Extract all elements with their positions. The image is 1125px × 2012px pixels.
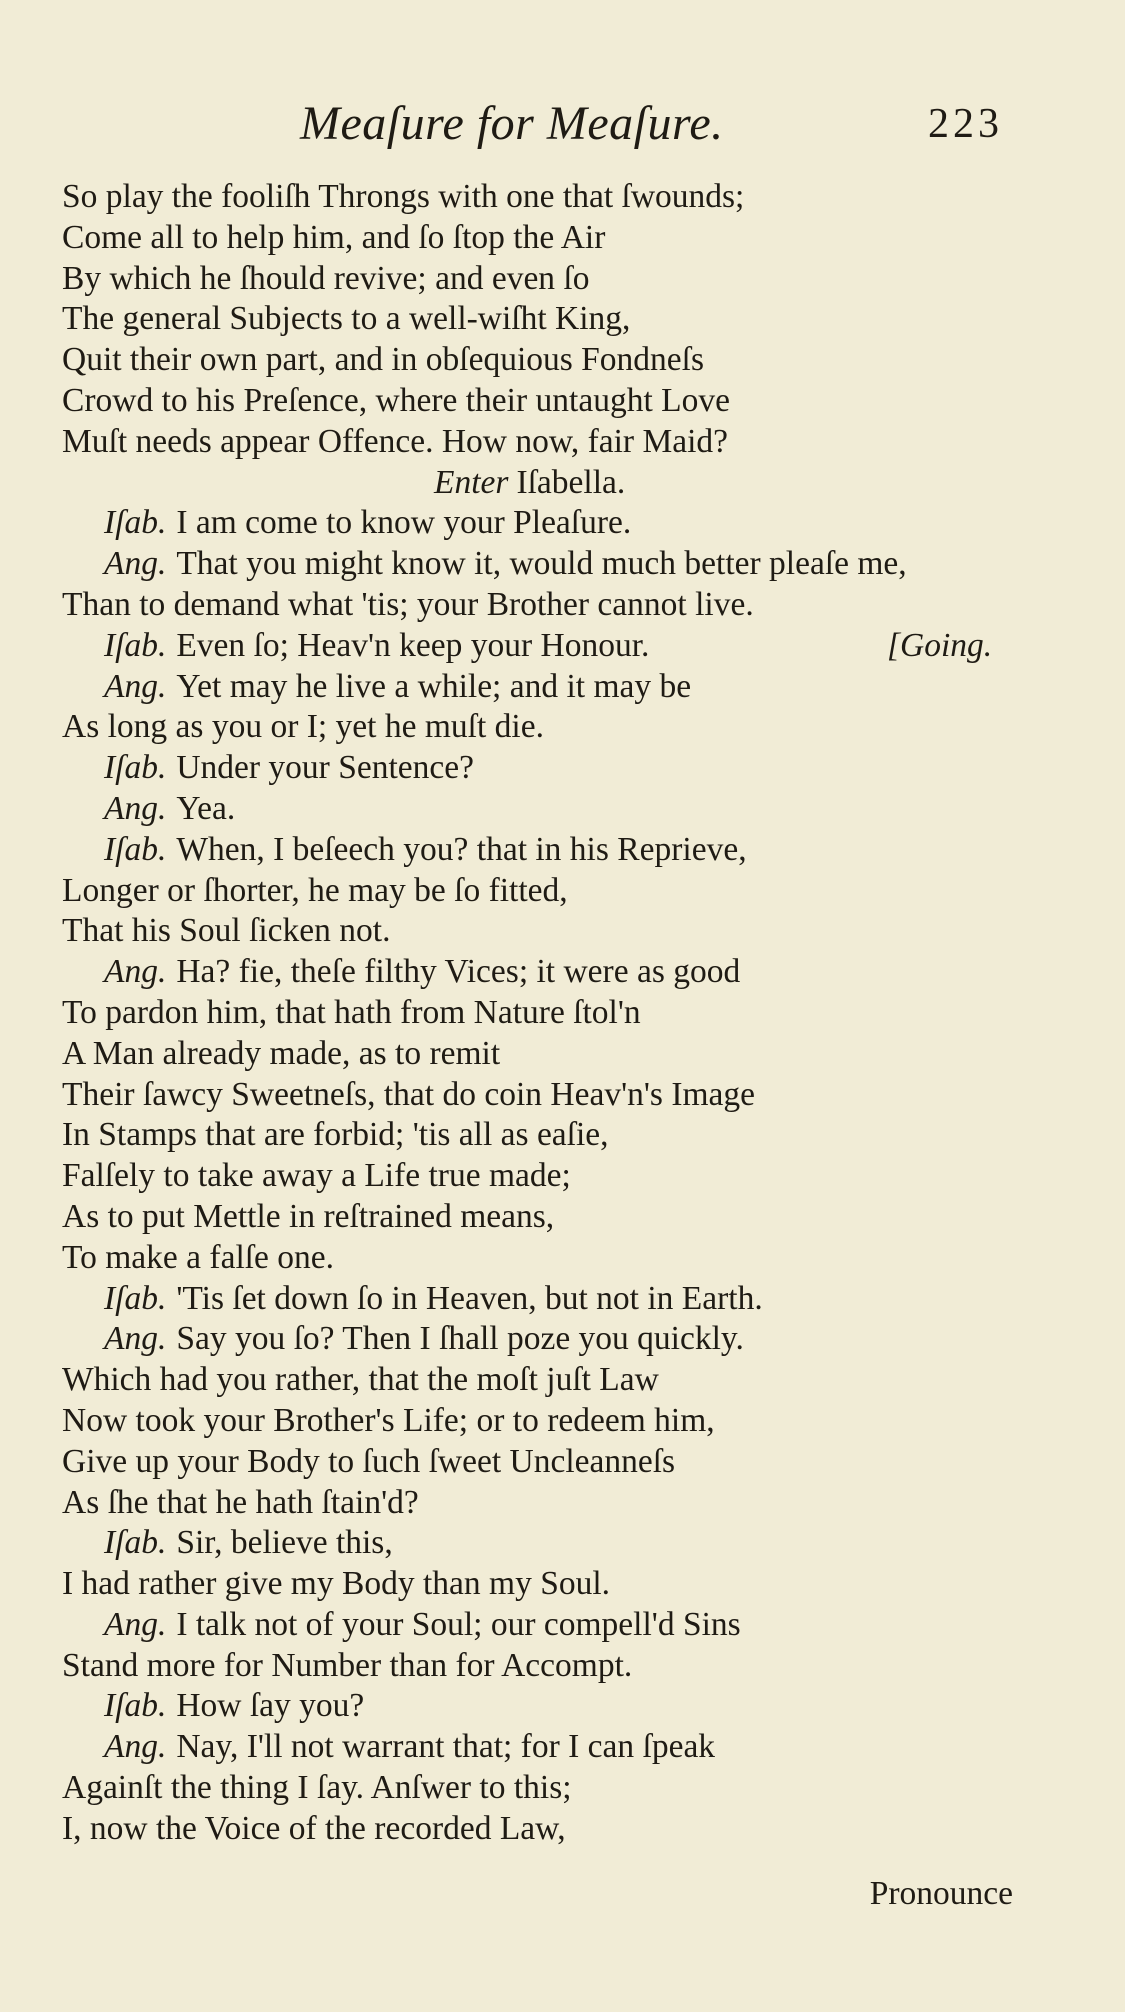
verse-text: The general Subjects to a well-wiſht King, [62, 300, 631, 338]
verse-text: To pardon him, that hath from Nature ſtol'n [62, 993, 641, 1031]
verse-text: As long as you or I; yet he muſt die. [62, 708, 544, 746]
verse-text: To make a falſe one. [62, 1238, 335, 1276]
speech-text: That you might know it, would much better pleaſe me, [176, 545, 907, 583]
running-title: Meaſure for Meaſure. [300, 97, 724, 150]
play-text [62, 177, 1062, 1850]
speech-text: Yet may he live a while; and it may be [176, 667, 692, 705]
verse-text: Crowd to his Preſence, where their untaught Love [62, 381, 730, 419]
speech-line [62, 503, 1062, 544]
verse-line [62, 585, 1062, 626]
verse-line [62, 1156, 1062, 1197]
verse-text: Give up your Body to ſuch ſweet Uncleanneſs [62, 1442, 676, 1480]
verse-text: By which he ſhould revive; and even ſo [62, 259, 590, 297]
stage-direction-name: Iſabella. [516, 463, 626, 501]
speaker-prefix: Ang. [104, 953, 167, 991]
speech-line [62, 626, 1062, 667]
verse-text: Come all to help him, and ſo ſtop the Air [62, 218, 606, 256]
speaker-prefix: Ang. [104, 1605, 167, 1643]
speech-line [62, 667, 1062, 708]
speech-text: Sir, believe this, [176, 1524, 393, 1562]
speech-text: Yea. [176, 789, 236, 827]
verse-text: Longer or ſhorter, he may be ſo fitted, [62, 871, 568, 909]
speaker-prefix: Iſab. [104, 749, 167, 787]
speech-text: 'Tis ſet down ſo in Heaven, but not in Earth. [176, 1279, 763, 1317]
page-header [0, 96, 1125, 156]
verse-text: Than to demand what 'tis; your Brother cannot live. [62, 585, 754, 623]
verse-line [62, 993, 1062, 1034]
verse-text: That his Soul ſicken not. [62, 912, 391, 950]
verse-line [62, 1564, 1062, 1605]
page-number: 223 [928, 101, 1003, 147]
speech-line [62, 830, 1062, 871]
verse-line [62, 1360, 1062, 1401]
speaker-prefix: Iſab. [104, 830, 167, 868]
exit-cue: [Going. [887, 626, 993, 664]
verse-text: In Stamps that are forbid; 'tis all as eaſie, [62, 1116, 609, 1154]
verse-line [62, 259, 1062, 300]
speech-text: Under your Sentence? [176, 749, 474, 787]
verse-text: Now took your Brother's Life; or to redeem him, [62, 1401, 715, 1439]
verse-line [62, 1401, 1062, 1442]
speech-text: I talk not of your Soul; our compell'd Sins [176, 1605, 741, 1643]
verse-line [62, 1238, 1062, 1279]
stage-direction-word: Enter [434, 463, 509, 501]
verse-line [62, 871, 1062, 912]
catchword: Pronounce [869, 1875, 1013, 1912]
speech-line [62, 544, 1062, 585]
verse-text: I had rather give my Body than my Soul. [62, 1565, 611, 1603]
speech-line [62, 1727, 1062, 1768]
speech-text: Say you ſo? Then I ſhall poze you quickly. [176, 1320, 744, 1358]
verse-line [62, 1646, 1062, 1687]
speech-line [62, 789, 1062, 830]
stage-direction [62, 463, 1062, 504]
verse-line [62, 299, 1062, 340]
speech-line [62, 1605, 1062, 1646]
speech-text: Even ſo; Heav'n keep your Honour. [176, 626, 650, 664]
verse-text: Quit their own part, and in obſequious Fondneſs [62, 341, 705, 379]
verse-line [62, 707, 1062, 748]
verse-text: I, now the Voice of the recorded Law, [62, 1809, 566, 1847]
speaker-prefix: Ang. [104, 545, 167, 583]
verse-text: So play the fooliſh Throngs with one that ſwounds; [62, 178, 745, 215]
speaker-prefix: Iſab. [104, 1524, 167, 1562]
verse-line [62, 1115, 1062, 1156]
verse-line [62, 422, 1062, 463]
verse-line [62, 911, 1062, 952]
verse-text: Their ſawcy Sweetneſs, that do coin Heav'n's Image [62, 1075, 756, 1113]
verse-text: Stand more for Number than for Accompt. [62, 1646, 633, 1684]
verse-line [62, 1483, 1062, 1524]
speech-line [62, 1686, 1062, 1727]
speaker-prefix: Iſab. [104, 504, 167, 542]
speaker-prefix: Ang. [104, 789, 167, 827]
speech-text: When, I beſeech you? that in his Reprieve, [176, 830, 747, 868]
speech-text: How ſay you? [176, 1687, 365, 1725]
speech-text: I am come to know your Pleaſure. [176, 504, 632, 542]
speech-line [62, 952, 1062, 993]
speech-text: Ha? fie, theſe filthy Vices; it were as good [176, 953, 741, 991]
verse-line [62, 177, 1062, 218]
speech-line [62, 748, 1062, 789]
verse-text: Againſt the thing I ſay. Anſwer to this; [62, 1769, 572, 1807]
verse-line [62, 1075, 1062, 1116]
speech-line [62, 1523, 1062, 1564]
speaker-prefix: Iſab. [104, 626, 167, 664]
verse-line [62, 1034, 1062, 1075]
verse-line [62, 340, 1062, 381]
verse-text: As ſhe that he hath ſtain'd? [62, 1483, 419, 1521]
speaker-prefix: Iſab. [104, 1687, 167, 1725]
verse-line [62, 1197, 1062, 1238]
speaker-prefix: Iſab. [104, 1279, 167, 1317]
speaker-prefix: Ang. [104, 1320, 167, 1358]
verse-line [62, 1768, 1062, 1809]
speaker-prefix: Ang. [104, 667, 167, 705]
verse-line [62, 381, 1062, 422]
speech-line [62, 1319, 1062, 1360]
verse-line [62, 1809, 1062, 1850]
verse-text: Falſely to take away a Life true made; [62, 1157, 571, 1195]
verse-line [62, 1442, 1062, 1483]
speech-text: Nay, I'll not warrant that; for I can ſpeak [176, 1728, 716, 1766]
verse-text: Which had you rather, that the moſt juſt Law [62, 1361, 659, 1399]
speaker-prefix: Ang. [104, 1728, 167, 1766]
verse-text: As to put Mettle in reſtrained means, [62, 1197, 555, 1235]
verse-text: A Man already made, as to remit [62, 1034, 501, 1072]
verse-line [62, 218, 1062, 259]
verse-text: Muſt needs appear Offence. How now, fair Maid? [62, 422, 729, 460]
speech-line [62, 1279, 1062, 1320]
